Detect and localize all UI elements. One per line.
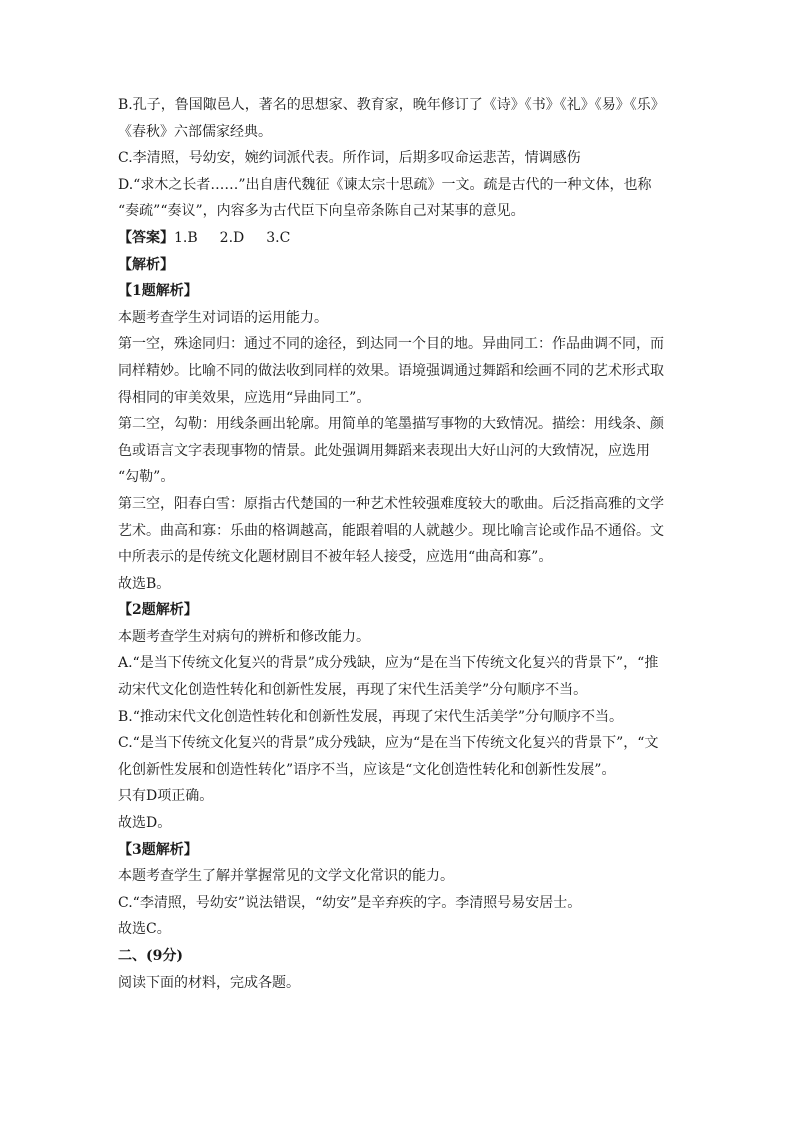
q1-blank3-line-3: 中所表示的是传统文化题材剧目不被年轻人接受，应选用“曲高和寡”。 <box>118 549 553 566</box>
option-d-line-1: D.“求木之长者……”出自唐代魏征《谏太宗十思疏》一文。疏是古代的一种文体，也称 <box>118 176 652 193</box>
reading-instruction: 阅读下面的材料，完成各题。 <box>118 974 300 991</box>
q1-blank3-line-1: 第三空，阳春白雪：原指古代楚国的一种艺术性较强难度较大的歌曲。后泛指高雅的文学 <box>118 495 664 512</box>
q3-intro: 本题考查学生了解并掌握常见的文学文化常识的能力。 <box>118 868 454 885</box>
analysis-heading: 【解析】 <box>118 256 174 273</box>
q3-analysis-heading: 【3题解析】 <box>118 841 198 858</box>
q2-conclusion: 故选D。 <box>118 815 172 832</box>
q2-option-c-line-1: C.“是当下传统文化复兴的背景”成分残缺，应为“是在当下传统文化复兴的背景下”，“文 <box>118 735 659 752</box>
option-b-line-1: B.孔子，鲁国陬邑人，著名的思想家、教育家，晚年修订了《诗》《书》《礼》《易》《乐》 <box>118 97 665 113</box>
option-c-line: C.李清照，号幼安，婉约词派代表。所作词，后期多叹命运悲苦，情调感伤 <box>118 150 581 167</box>
q1-blank1-line-1: 第一空，殊途同归：通过不同的途径，到达同一个目的地。异曲同工：作品曲调不同，而 <box>118 336 664 353</box>
q1-blank1-line-3: 得相同的审美效果，应选用“异曲同工”。 <box>118 389 371 406</box>
q1-blank3-line-2: 艺术。曲高和寡：乐曲的格调越高，能跟着唱的人就越少。现比喻言论或作品不通俗。文 <box>118 522 664 539</box>
q1-conclusion: 故选B。 <box>118 575 171 592</box>
q2-option-b-line: B.“推动宋代文化创造性转化和创新性发展，再现了宋代生活美学”分句顺序不当。 <box>118 708 624 725</box>
answer-item-2: 2.D <box>219 229 245 246</box>
q1-blank2-line-3: “勾勒”。 <box>118 469 175 486</box>
q2-option-a-line-1: A.“是当下传统文化复兴的背景”成分残缺，应为“是在当下传统文化复兴的背景下”，“推 <box>118 655 659 672</box>
q1-analysis-heading: 【1题解析】 <box>118 283 198 300</box>
section-two-heading: 二、(9分) <box>118 948 183 964</box>
q1-intro: 本题考查学生对词语的运用能力。 <box>118 309 328 326</box>
q1-blank2-line-1: 第二空，勾勒：用线条画出轮廓。用简单的笔墨描写事物的大致情况。描绘：用线条、颜 <box>118 416 664 433</box>
answer-line <box>118 225 678 252</box>
q3-option-c-line: C.“李清照，号幼安”说法错误，“幼安”是辛弃疾的字。李清照号易安居士。 <box>118 894 582 911</box>
q2-only-d: 只有D项正确。 <box>118 788 214 805</box>
document-page <box>118 92 678 996</box>
answer-label: 【答案】 <box>118 229 174 246</box>
q2-option-a-line-2: 动宋代文化创造性转化和创新性发展，再现了宋代生活美学”分句顺序不当。 <box>118 682 588 699</box>
answer-item-3: 3.C <box>266 229 291 246</box>
q3-conclusion: 故选C。 <box>118 921 171 938</box>
q1-blank1-line-2: 同样精妙。比喻不同的做法收到同样的效果。语境强调通过舞蹈和绘画不同的艺术形式取 <box>118 362 664 379</box>
q1-blank2-line-2: 色或语言文字表现事物的情景。此处强调用舞蹈来表现出大好山河的大致情况，应选用 <box>118 442 650 459</box>
q2-intro: 本题考查学生对病句的辨析和修改能力。 <box>118 628 370 645</box>
q2-analysis-heading: 【2题解析】 <box>118 602 198 619</box>
option-d-line-2: “奏疏”“奏议”，内容多为古代臣下向皇帝条陈自己对某事的意见。 <box>118 203 525 220</box>
answer-item-1: 1.B <box>174 229 198 246</box>
q2-option-c-line-2: 化创新性发展和创造性转化”语序不当，应该是“文化创造性转化和创新性发展”。 <box>118 761 616 778</box>
option-b-line-2: 《春秋》六部儒家经典。 <box>118 123 272 140</box>
